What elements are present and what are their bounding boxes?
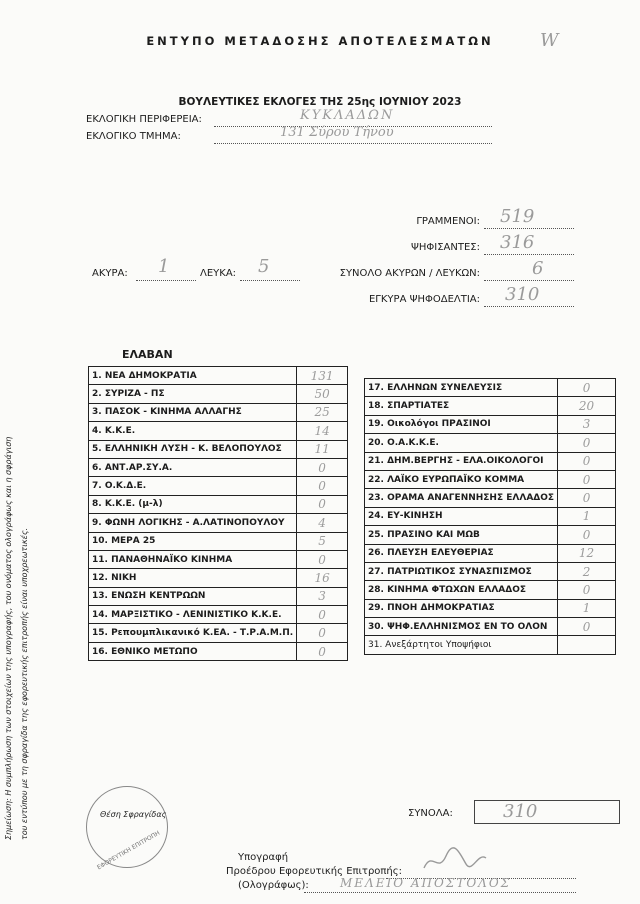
party-votes: 20 xyxy=(558,397,616,415)
party-votes: 0 xyxy=(558,452,616,470)
sum-box xyxy=(474,800,620,824)
party-votes: 1 xyxy=(558,507,616,525)
party-votes: 0 xyxy=(558,470,616,488)
table-row xyxy=(365,526,616,544)
parties-right-table xyxy=(364,378,616,655)
party-votes: 3 xyxy=(297,587,348,605)
party-votes: 0 xyxy=(297,477,348,495)
party-votes: 1 xyxy=(558,599,616,617)
voted-dotline xyxy=(484,254,574,255)
table-row xyxy=(365,415,616,433)
party-name: 18. ΣΠΑΡΤΙΑΤΕΣ xyxy=(365,397,558,415)
party-name: 23. ΟΡΑΜΑ ΑΝΑΓΕΝΝΗΣΗΣ ΕΛΛΑΔΟΣ xyxy=(365,489,558,507)
stamp-label: Θέση Σφραγίδας xyxy=(100,810,167,819)
registered-value: 519 xyxy=(500,206,535,227)
table-row xyxy=(89,422,348,440)
table-row xyxy=(365,562,616,580)
table-row xyxy=(89,385,348,403)
party-name: 29. ΠΝΟΗ ΔΗΜΟΚΡΑΤΙΑΣ xyxy=(365,599,558,617)
party-name: 4. Κ.Κ.Ε. xyxy=(89,422,297,440)
party-votes: 5 xyxy=(297,532,348,550)
party-votes: 25 xyxy=(297,403,348,421)
table-row xyxy=(365,379,616,397)
registered-dotline xyxy=(484,228,574,229)
table-row xyxy=(365,544,616,562)
party-votes: 0 xyxy=(558,379,616,397)
table-row xyxy=(365,489,616,507)
party-name: 20. Ο.Α.Κ.Κ.Ε. xyxy=(365,434,558,452)
table-row xyxy=(89,440,348,458)
blank-label: ΛΕΥΚΑ: xyxy=(200,268,237,279)
party-name: 9. ΦΩΝΗ ΛΟΓΙΚΗΣ - Α.ΛΑΤΙΝΟΠΟΥΛΟΥ xyxy=(89,514,297,532)
table-row xyxy=(365,636,616,654)
stamp-ring-text: ΕΦΟΡΕΥΤΙΚΗ ΕΠΙΤΡΟΠΗ xyxy=(96,829,162,872)
party-votes: 16 xyxy=(297,569,348,587)
table-row xyxy=(365,599,616,617)
signature-scribble-icon xyxy=(420,846,490,876)
table-row xyxy=(365,397,616,415)
party-name: 5. ΕΛΛΗΝΙΚΗ ΛΥΣΗ - Κ. ΒΕΛΟΠΟΥΛΟΣ xyxy=(89,440,297,458)
signature-line1: Υπογραφή xyxy=(238,852,289,863)
party-name: 8. Κ.Κ.Ε. (μ-λ) xyxy=(89,495,297,513)
invalid-blank-label: ΣΥΝΟΛΟ ΑΚΥΡΩΝ / ΛΕΥΚΩΝ: xyxy=(339,268,480,279)
party-name: 1. ΝΕΑ ΔΗΜΟΚΡΑΤΙΑ xyxy=(89,367,297,385)
party-votes: 0 xyxy=(558,581,616,599)
received-heading: ΕΛΑΒΑΝ xyxy=(122,348,173,361)
table-row xyxy=(89,532,348,550)
table-row xyxy=(365,434,616,452)
section-dotline xyxy=(214,143,492,144)
section-value: 131 Σύρου Τήνου xyxy=(280,125,394,140)
party-votes xyxy=(558,636,616,654)
parties-left-table xyxy=(88,366,348,661)
party-votes: 0 xyxy=(297,642,348,660)
party-name: 17. ΕΛΛΗΝΩΝ ΣΥΝΕΛΕΥΣΙΣ xyxy=(365,379,558,397)
table-row xyxy=(89,606,348,624)
table-row xyxy=(89,495,348,513)
election-title: ΒΟΥΛΕΥΤΙΚΕΣ ΕΚΛΟΓΕΣ ΤΗΣ 25ης ΙΟΥΝΙΟΥ 2023 xyxy=(178,96,462,108)
party-votes: 14 xyxy=(297,422,348,440)
party-votes: 0 xyxy=(297,458,348,476)
party-name: 14. ΜΑΡΞΙΣΤΙΚΟ - ΛΕΝΙΝΙΣΤΙΚΟ Κ.Κ.Ε. xyxy=(89,606,297,624)
table-row xyxy=(89,477,348,495)
table-row xyxy=(89,569,348,587)
party-votes: 0 xyxy=(297,495,348,513)
party-name: 21. ΔΗΜ.ΒΕΡΓΗΣ - ΕΛΑ.ΟΙΚΟΛΟΓΟΙ xyxy=(365,452,558,470)
table-row xyxy=(89,514,348,532)
invalid-label: ΑΚΥΡΑ: xyxy=(92,268,128,279)
party-votes: 131 xyxy=(297,367,348,385)
party-votes: 0 xyxy=(297,606,348,624)
party-votes: 50 xyxy=(297,385,348,403)
table-row xyxy=(89,642,348,660)
party-name: 28. ΚΙΝΗΜΑ ΦΤΩΧΩΝ ΕΛΛΑΔΟΣ xyxy=(365,581,558,599)
table-row xyxy=(365,581,616,599)
party-name: 12. ΝΙΚΗ xyxy=(89,569,297,587)
party-name: 10. ΜΕΡΑ 25 xyxy=(89,532,297,550)
valid-dotline xyxy=(484,306,574,307)
party-votes: 0 xyxy=(558,489,616,507)
invalid-dotline xyxy=(136,280,196,281)
table-row xyxy=(365,470,616,488)
table-row xyxy=(365,452,616,470)
party-name: 13. ΕΝΩΣΗ ΚΕΝΤΡΩΩΝ xyxy=(89,587,297,605)
party-name: 3. ΠΑΣΟΚ - ΚΙΝΗΜΑ ΑΛΛΑΓΗΣ xyxy=(89,403,297,421)
party-name: 11. ΠΑΝΑΘΗΝΑΪΚΟ ΚΙΝΗΜΑ xyxy=(89,550,297,568)
section-label: ΕΚΛΟΓΙΚΟ ΤΜΗΜΑ: xyxy=(86,131,181,142)
table-row xyxy=(89,550,348,568)
party-votes: 12 xyxy=(558,544,616,562)
signature-name: ΜΕΛΕΙΟ ΑΠΟΣΤΟΛΟΣ xyxy=(340,876,512,890)
voted-value: 316 xyxy=(500,232,535,253)
registered-label: ΓΡΑΜΜΕΝΟΙ: xyxy=(416,216,480,227)
signature-line2: Προέδρου Εφορευτικής Επιτροπής: xyxy=(226,866,403,877)
side-note-line2: του εντύπου με τη σφραγίδα της εφορευτικής επιτροπής είναι υποχρεωτικές. xyxy=(20,527,29,840)
party-name: 25. ΠΡΑΣΙΝΟ ΚΑΙ ΜΩΒ xyxy=(365,526,558,544)
blank-value: 5 xyxy=(258,256,270,277)
party-name: 7. Ο.Κ.Δ.Ε. xyxy=(89,477,297,495)
invalid-blank-dotline xyxy=(484,280,574,281)
party-name: 24. ΕΥ-ΚΙΝΗΣΗ xyxy=(365,507,558,525)
party-votes: 0 xyxy=(297,550,348,568)
invalid-blank-value: 6 xyxy=(532,258,544,279)
sum-value: 310 xyxy=(503,801,538,822)
stamp-seal xyxy=(86,786,168,872)
valid-label: ΕΓΚΥΡΑ ΨΗΦΟΔΕΛΤΙΑ: xyxy=(368,294,480,305)
party-name: 31. Ανεξάρτητοι Υποψήφιοι xyxy=(365,636,558,654)
party-name: 6. ΑΝΤ.ΑΡ.ΣΥ.Α. xyxy=(89,458,297,476)
table-row xyxy=(89,367,348,385)
party-votes: 0 xyxy=(558,526,616,544)
party-name: 16. ΕΘΝΙΚΟ ΜΕΤΩΠΟ xyxy=(89,642,297,660)
party-name: 27. ΠΑΤΡΙΩΤΙΚΟΣ ΣΥΝΑΣΠΙΣΜΟΣ xyxy=(365,562,558,580)
party-name: 15. Ρεπουμπλικανικό Κ.ΕΑ. - Τ.Ρ.Α.Μ.Π. xyxy=(89,624,297,642)
invalid-value: 1 xyxy=(158,256,170,277)
party-votes: 0 xyxy=(558,434,616,452)
corner-mark: W xyxy=(540,30,559,51)
table-row xyxy=(89,624,348,642)
party-votes: 0 xyxy=(297,624,348,642)
signature-name-dotline xyxy=(304,892,576,893)
region-value: ΚΥΚΛΑΔΩΝ xyxy=(300,108,395,123)
party-votes: 0 xyxy=(558,618,616,636)
party-votes: 4 xyxy=(297,514,348,532)
region-label: ΕΚΛΟΓΙΚΗ ΠΕΡΙΦΕΡΕΙΑ: xyxy=(86,114,202,125)
sum-label: ΣΥΝΟΛΑ: xyxy=(408,808,453,819)
table-row xyxy=(365,618,616,636)
voted-label: ΨΗΦΙΣΑΝΤΕΣ: xyxy=(411,242,480,253)
blank-dotline xyxy=(240,280,300,281)
table-row xyxy=(89,403,348,421)
party-name: 2. ΣΥΡΙΖΑ - ΠΣ xyxy=(89,385,297,403)
party-name: 30. ΨΗΦ.ΕΛΛΗΝΙΣΜΟΣ ΕΝ ΤΟ ΟΛΟΝ xyxy=(365,618,558,636)
party-name: 19. Οικολόγοι ΠΡΑΣΙΝΟΙ xyxy=(365,415,558,433)
table-row xyxy=(89,458,348,476)
party-name: 26. ΠΛΕΥΣΗ ΕΛΕΥΘΕΡΙΑΣ xyxy=(365,544,558,562)
signature-line3: (Ολογράφως): xyxy=(238,880,309,891)
party-name: 22. ΛΑΪΚΟ ΕΥΡΩΠΑΪΚΟ ΚΟΜΜΑ xyxy=(365,470,558,488)
form-title: ΕΝΤΥΠΟ ΜΕΤΑΔΟΣΗΣ ΑΠΟΤΕΛΕΣΜΑΤΩΝ xyxy=(146,34,494,48)
side-note-line1: Σημείωση: Η συμπλήρωση των στοιχείων της υπογραφής, του ονόματος ολογράφως και η σφράγιση xyxy=(4,436,13,840)
table-row xyxy=(365,507,616,525)
party-votes: 11 xyxy=(297,440,348,458)
valid-value: 310 xyxy=(505,284,540,305)
table-row xyxy=(89,587,348,605)
party-votes: 3 xyxy=(558,415,616,433)
party-votes: 2 xyxy=(558,562,616,580)
